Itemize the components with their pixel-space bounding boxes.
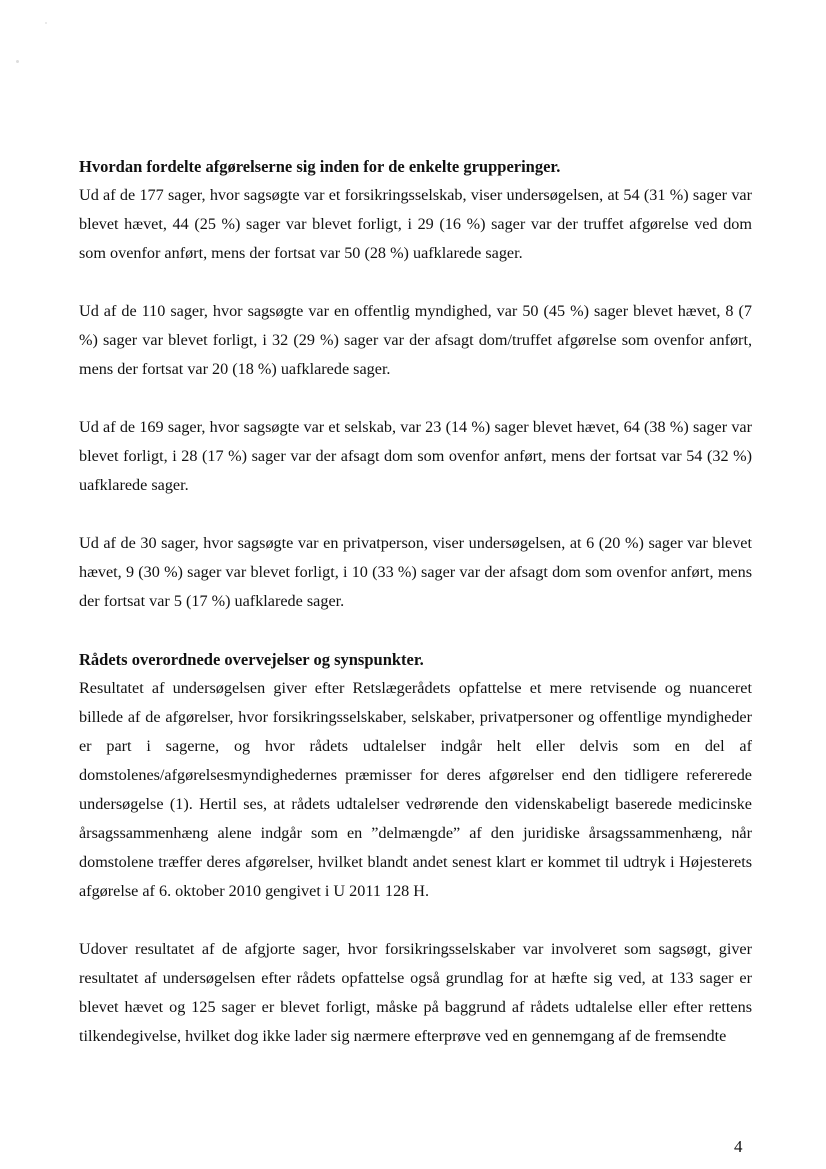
paragraph-council-result: Resultatet af undersøgelsen giver efter Retslægerådets opfattelse et mere retvisende og nuanceret billede af de afgørelser, hvor forsikringsselskaber, selskaber, privatpersoner og offentlige myndigheder er part i sagerne, og hvor rådets udtalelser indgår helt eller delvis som en del af domstolenes/afgørelsesmyndighedernes præmisser for deres afgørelser end den tidligere refererede undersøgelse (1). Hertil ses, at rådets udtalelser vedrørende den videnskabeligt baserede medicinske årsagssammenhæng alene indgår som en ”delmængde” af den juridiske årsagssammenhæng, når domstolene træffer deres afgørelser, hvilket blandt andet senest klart er kommet til udtryk i Højesterets afgørelse af 6. oktober 2010 gengivet i U 2011 128 H. [79, 679, 752, 900]
section-heading-distribution: Hvordan fordelte afgørelserne sig inden for de enkelte grupperinger. [79, 157, 561, 176]
page-content [79, 152, 752, 1080]
paragraph-companies: Ud af de 169 sager, hvor sagsøgte var et selskab, var 23 (14 %) sager blevet hævet, 64 (38 %) sager var blevet forligt, i 28 (17 %) sager var der afsagt dom som ovenfor anført, mens der fortsat var 54 (32 %) uafklarede sager. [79, 418, 752, 494]
paragraph-public-authorities: Ud af de 110 sager, hvor sagsøgte var en offentlig myndighed, var 50 (45 %) sager blevet hævet, 8 (7 %) sager var blevet forligt, i 32 (29 %) sager var der afsagt dom/truffet afgørelse som ovenfor anført, mens der fortsat var 20 (18 %) uafklarede sager. [79, 302, 752, 378]
scan-speck [45, 22, 47, 24]
paragraph-dropped-settled-cases: Udover resultatet af de afgjorte sager, hvor forsikringsselskaber var involveret som sagsøgt, giver resultatet af undersøgelsen efter rådets opfattelse også grundlag for at hæfte sig ved, at 133 sager er blevet hævet og 125 sager er blevet forligt, måske på baggrund af rådets udtalelse eller efter rettens tilkendegivelse, hvilket dog ikke lader sig nærmere efterprøve ved en gennemgang af de fremsendte [79, 940, 752, 1045]
page-number: 4 [734, 1137, 743, 1156]
paragraph-private-persons: Ud af de 30 sager, hvor sagsøgte var en privatperson, viser undersøgelsen, at 6 (20 %) sager var blevet hævet, 9 (30 %) sager var blevet forligt, i 10 (33 %) sager var der afsagt dom som ovenfor anført, mens der fortsat var 5 (17 %) uafklarede sager. [79, 534, 752, 610]
paragraph-insurance-companies: Ud af de 177 sager, hvor sagsøgte var et forsikringsselskab, viser undersøgelsen, at 54 (31 %) sager var blevet hævet, 44 (25 %) sager var blevet forligt, i 29 (16 %) sager var der truffet afgørelse ved dom som ovenfor anført, mens der fortsat var 50 (28 %) uafklarede sager. [79, 186, 752, 262]
scan-speck [16, 60, 19, 63]
section-heading-council-considerations: Rådets overordnede overvejelser og synspunkter. [79, 650, 424, 669]
